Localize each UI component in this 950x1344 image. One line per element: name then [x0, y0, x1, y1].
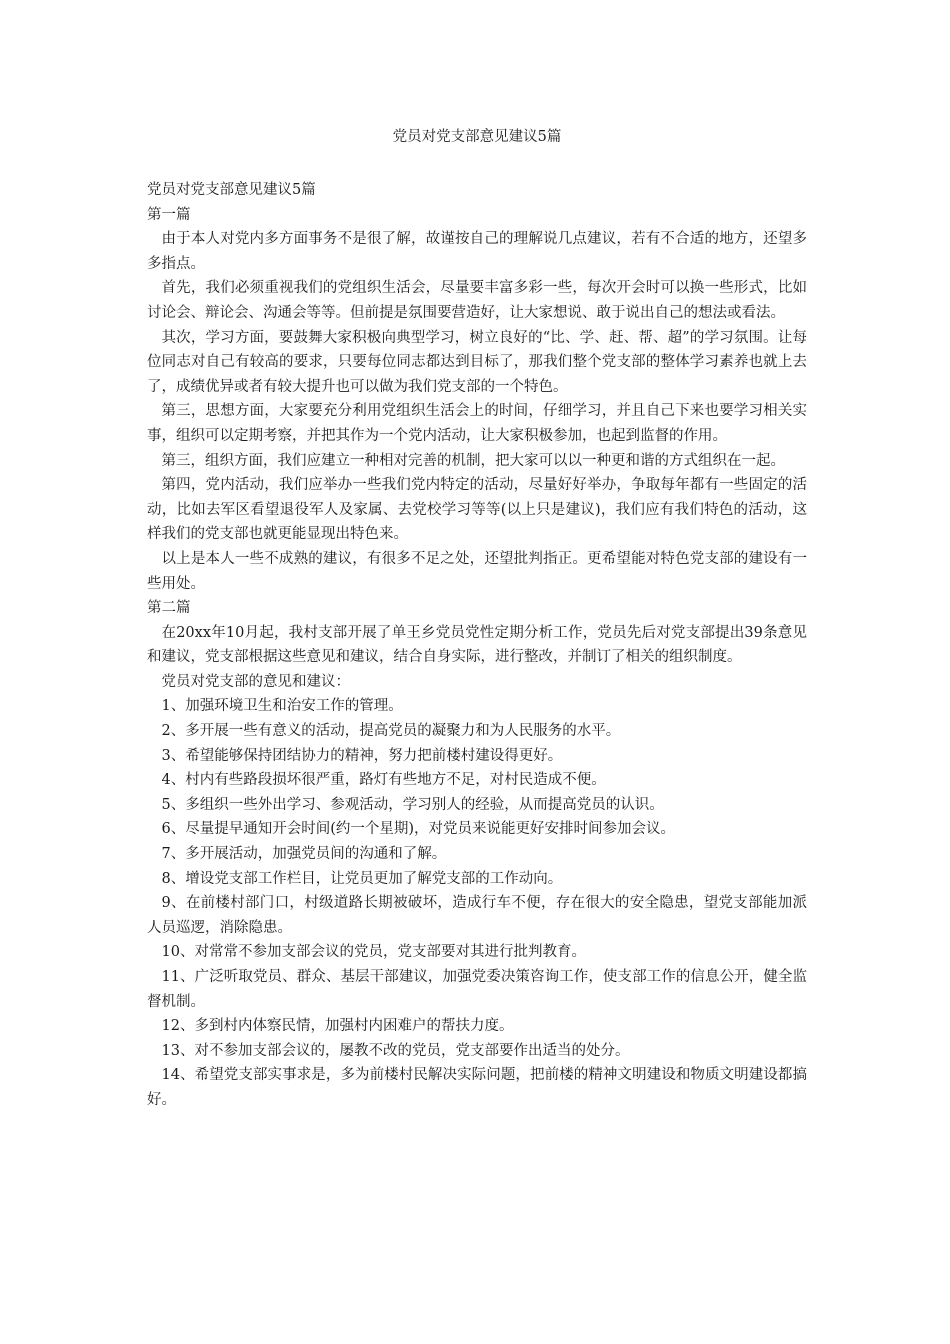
suggestion-item: 8、增设党支部工作栏目，让党员更加了解党支部的工作动向。	[161, 870, 563, 887]
part1-paragraph: 其次，学习方面，要鼓舞大家积极向典型学习，树立良好的“比、学、赶、帮、超”的学习氛围。让每位同志对自己有较高的要求，只要每位同志都达到目标了，那我们整个党支部的整体学习素养也就上去了，成绩优异或者有较大提升也可以做为我们党支部的一个特色。	[147, 329, 807, 395]
suggestion-item: 9、在前楼村部门口，村级道路长期被破坏，造成行车不便，存在很大的安全隐患，望党支部能加派人员巡逻，消除隐患。	[147, 895, 807, 936]
part1-paragraph: 第四，党内活动，我们应举办一些我们党内特定的活动，尽量好好举办，争取每年都有一些固定的活动，比如去军区看望退役军人及家属、去党校学习等等(以上只是建议)，我们应有我们特色的活动，这样我们的党支部也就更能显现出特色来。	[147, 477, 807, 543]
part1-paragraph: 以上是本人一些不成熟的建议，有很多不足之处，还望批判指正。更希望能对特色党支部的建设有一些用处。	[147, 550, 807, 592]
part1-paragraph: 第三，组织方面，我们应建立一种相对完善的机制，把大家可以以一种更和谐的方式组织在一起。	[161, 452, 785, 469]
suggestion-item: 4、村内有些路段损坏很严重，路灯有些地方不足，对村民造成不便。	[161, 772, 606, 789]
suggestion-item: 1、加强环境卫生和治安工作的管理。	[161, 698, 403, 715]
suggestion-item: 6、尽量提早通知开会时间(约一个星期)，对党员来说能更好安排时间参加会议。	[161, 821, 676, 838]
suggestion-item: 13、对不参加支部会议的，屡教不改的党员，党支部要作出适当的处分。	[161, 1042, 630, 1059]
suggestion-item: 7、多开展活动，加强党员间的沟通和了解。	[161, 846, 447, 863]
part1-paragraph: 首先，我们必须重视我们的党组织生活会，尽量要丰富多彩一些，每次开会时可以换一些形式，比如讨论会、辩论会、沟通会等等。但前提是氛围要营造好，让大家想说、敢于说出自己的想法或看法。	[147, 280, 807, 321]
part1-paragraph: 第三，思想方面，大家要充分利用党组织生活会上的时间，仔细学习，并且自己下来也要学习相关实事，组织可以定期考察，并把其作为一个党内活动，让大家积极参加，也起到监督的作用。	[147, 403, 807, 444]
suggestion-item: 10、对常常不参加支部会议的党员，党支部要对其进行批判教育。	[161, 944, 586, 961]
suggestion-item: 2、多开展一些有意义的活动，提高党员的凝聚力和为人民服务的水平。	[161, 723, 621, 740]
suggestion-item: 12、多到村内体察民情，加强村内困难户的帮扶力度。	[161, 1018, 514, 1035]
suggestion-item: 14、希望党支部实事求是，多为前楼村民解决实际问题，把前楼的精神文明建设和物质文明建设都搞好。	[147, 1067, 807, 1108]
part2-intro: 在20xx年10月起，我村支部开展了单王乡党员党性定期分析工作，党员先后对党支部提出39条意见和建议，党支部根据这些意见和建议，结合自身实际，进行整改，并制订了相关的组织制度。	[147, 624, 807, 666]
document-title: 党员对党支部意见建议5篇	[392, 129, 562, 145]
document-subtitle: 党员对党支部意见建议5篇	[147, 182, 316, 198]
suggestion-item: 11、广泛听取党员、群众、基层干部建议，加强党委决策咨询工作，使支部工作的信息公开，健全监督机制。	[147, 969, 807, 1010]
document-body	[147, 178, 807, 1113]
suggestion-item: 5、多组织一些外出学习、参观活动，学习别人的经验，从而提高党员的认识。	[161, 796, 664, 813]
part1-paragraph: 由于本人对党内多方面事务不是很了解，故谨按自己的理解说几点建议，若有不合适的地方，还望多多指点。	[147, 231, 807, 272]
part2-heading: 第二篇	[147, 600, 191, 617]
part2-list-heading: 党员对党支部的意见和建议：	[161, 673, 350, 690]
part1-heading: 第一篇	[147, 206, 191, 223]
suggestion-item: 3、希望能够保持团结协力的精神，努力把前楼村建设得更好。	[161, 747, 563, 764]
